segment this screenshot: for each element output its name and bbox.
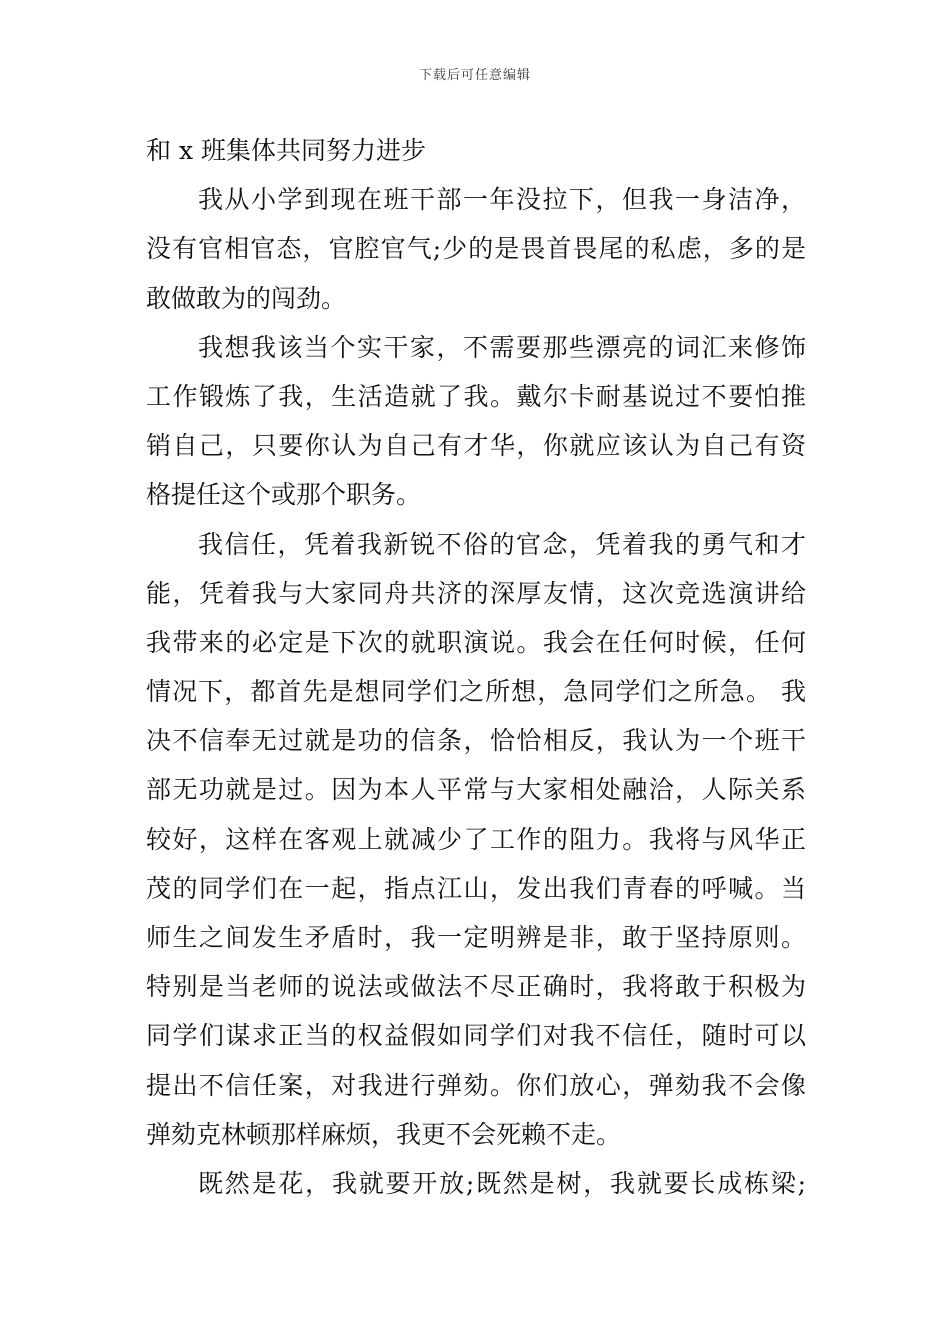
- text-line-17: 师生之间发生矛盾时，我一定明辨是非，敢于坚持原则。: [146, 923, 806, 952]
- text-line-21: 弹劾克林顿那样麻烦，我更不会死赖不走。: [146, 1119, 622, 1149]
- text-line-19: 同学们谋求正当的权益假如同学们对我不信任，随时可以: [146, 1021, 806, 1051]
- text-line-13: 决不信奉无过就是功的信条，恰恰相反，我认为一个班干: [146, 726, 806, 756]
- document-body: [146, 126, 806, 1208]
- text-line-1: 和 x 班集体共同努力进步: [146, 136, 426, 165]
- text-line-10: 能，凭着我与大家同舟共济的深厚友情，这次竞选演讲给: [146, 578, 806, 608]
- text-line-2: 我从小学到现在班干部一年没拉下，但我一身洁净，: [198, 185, 806, 215]
- text-line-18: 特别是当老师的说法或做法不尽正确时，我将敢于积极为: [146, 972, 806, 1002]
- text-line-15: 较好，这样在客观上就减少了工作的阻力。我将与风华正: [146, 824, 806, 854]
- page-header: 下载后可任意编辑: [418, 68, 531, 83]
- text-line-5: 我想我该当个实干家，不需要那些漂亮的词汇来修饰: [198, 332, 806, 362]
- text-line-9: 我信任，凭着我新锐不俗的官念，凭着我的勇气和才: [198, 529, 806, 559]
- text-line-8: 格提任这个或那个职务。: [146, 480, 422, 510]
- text-line-3: 没有官相官态，官腔官气;少的是畏首畏尾的私虑，多的是: [146, 234, 806, 264]
- text-line-4: 敢做敢为的闯劲。: [146, 283, 347, 313]
- text-line-7: 销自己，只要你认为自己有才华，你就应该认为自己有资: [146, 431, 806, 461]
- text-line-14: 部无功就是过。因为本人平常与大家相处融洽，人际关系: [146, 775, 806, 805]
- text-line-22: 既然是花，我就要开放;既然是树，我就要长成栋梁;: [198, 1168, 806, 1198]
- text-line-20: 提出不信任案，对我进行弹劾。你们放心，弹劾我不会像: [146, 1070, 806, 1100]
- text-line-16: 茂的同学们在一起，指点江山，发出我们青春的呼喊。当: [146, 873, 806, 903]
- text-line-6: 工作锻炼了我，生活造就了我。戴尔卡耐基说过不要怕推: [146, 381, 806, 411]
- text-line-12: 情况下，都首先是想同学们之所想，急同学们之所急。 我: [146, 677, 806, 707]
- text-line-11: 我带来的必定是下次的就职演说。我会在任何时候，任何: [146, 627, 806, 657]
